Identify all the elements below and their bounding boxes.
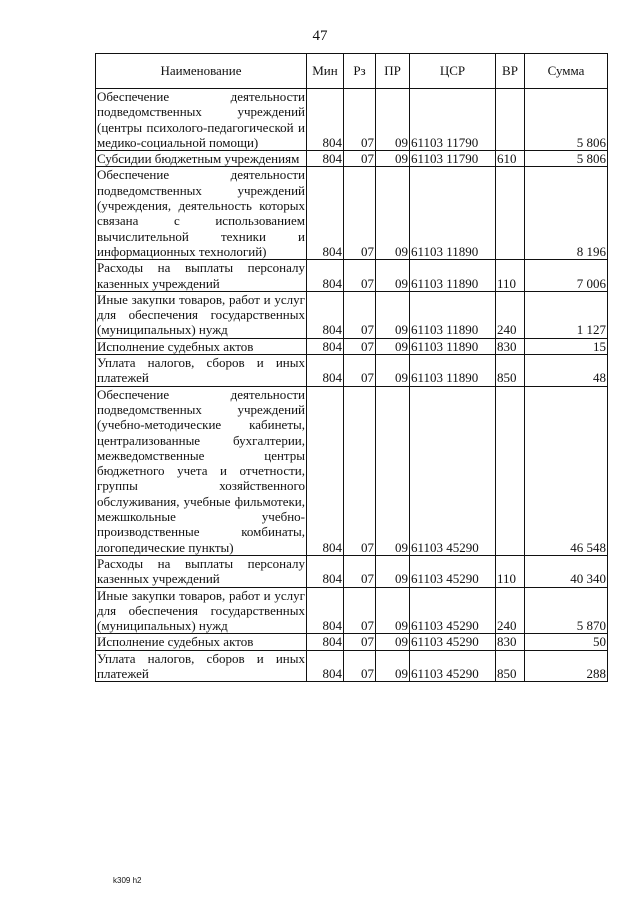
row-rz: 07 [344,634,376,650]
header-min: Мин [307,54,344,89]
table-row [96,151,608,167]
table-row [96,167,608,260]
row-vr: 610 [496,151,525,167]
row-name: Субсидии бюджетным учреждениям [96,151,307,167]
row-min: 804 [307,355,344,387]
header-vr: ВР [496,54,525,89]
row-vr [496,167,525,260]
row-pr: 09 [376,151,410,167]
row-csr: 61103 11890 [410,260,496,292]
row-name: Уплата налогов, сборов и иных платежей [97,355,305,386]
row-csr: 61103 45290 [410,386,496,555]
row-csr: 61103 45290 [410,634,496,650]
table-row [96,650,608,682]
row-sum: 40 340 [525,555,608,587]
row-pr: 09 [376,650,410,682]
row-rz: 07 [344,260,376,292]
row-min: 804 [307,634,344,650]
row-sum: 50 [525,634,608,650]
row-sum: 7 006 [525,260,608,292]
table-row [96,89,608,151]
table-row [96,386,608,555]
row-min: 804 [307,167,344,260]
row-vr: 240 [496,587,525,634]
row-sum: 8 196 [525,167,608,260]
row-rz: 07 [344,587,376,634]
row-rz: 07 [344,338,376,354]
row-sum: 48 [525,355,608,387]
table-row [96,634,608,650]
row-pr: 09 [376,167,410,260]
header-pr: ПР [376,54,410,89]
table-row [96,587,608,634]
row-sum: 5 870 [525,587,608,634]
row-vr [496,89,525,151]
row-name: Иные закупки товаров, работ и услуг для обеспечения государственных (муниципальных) нужд [97,291,305,338]
row-csr: 61103 45290 [410,587,496,634]
row-rz: 07 [344,386,376,555]
row-csr: 61103 11890 [410,291,496,338]
row-sum: 288 [525,650,608,682]
row-rz: 07 [344,291,376,338]
row-vr [496,386,525,555]
row-min: 804 [307,89,344,151]
row-min: 804 [307,587,344,634]
row-pr: 09 [376,587,410,634]
row-vr: 850 [496,355,525,387]
row-pr: 09 [376,291,410,338]
row-sum: 46 548 [525,386,608,555]
row-pr: 09 [376,260,410,292]
table-row [96,338,608,354]
table-row [96,555,608,587]
row-vr: 240 [496,291,525,338]
budget-table [95,53,608,682]
row-sum: 5 806 [525,89,608,151]
row-pr: 09 [376,89,410,151]
row-name: Исполнение судебных актов [96,338,307,354]
table-row [96,260,608,292]
row-rz: 07 [344,555,376,587]
header-rz: Рз [344,54,376,89]
row-min: 804 [307,386,344,555]
row-vr: 830 [496,634,525,650]
row-name: Исполнение судебных актов [96,634,307,650]
row-rz: 07 [344,355,376,387]
footer-code: k309 h2 [113,876,142,885]
row-name: Обеспечение деятельности подведомственных учреждений (учебно-методические кабинеты, централизованные бухгалтерии, межведомственные центры бюджетного учета и отчетности, группы хозяйственного обслуживания, учебные фильмотеки, межшкольные учебно-производственные комбинаты, логопедические пункты) [97,386,305,555]
row-rz: 07 [344,650,376,682]
row-csr: 61103 45290 [410,555,496,587]
row-pr: 09 [376,555,410,587]
row-min: 804 [307,291,344,338]
row-csr: 61103 11790 [410,151,496,167]
row-vr: 110 [496,260,525,292]
row-pr: 09 [376,634,410,650]
row-sum: 1 127 [525,291,608,338]
row-min: 804 [307,260,344,292]
page-number: 47 [312,28,328,44]
row-csr: 61103 11890 [410,338,496,354]
row-name: Расходы на выплаты персоналу казенных учреждений [97,555,305,587]
header-sum: Сумма [525,54,608,89]
row-rz: 07 [344,151,376,167]
row-pr: 09 [376,386,410,555]
row-sum: 15 [525,338,608,354]
row-vr: 110 [496,555,525,587]
table-row [96,355,608,387]
header-name: Наименование [96,54,307,89]
row-csr: 61103 11790 [410,89,496,151]
row-name: Обеспечение деятельности подведомственных учреждений (учреждения, деятельность которых связана с использованием вычислительной техники и информационных технологий) [97,167,305,259]
row-name: Иные закупки товаров, работ и услуг для обеспечения государственных (муниципальных) нужд [97,587,305,634]
row-name: Обеспечение деятельности подведомственных учреждений (центры психолого-педагогической и медико-социальной помощи) [97,89,305,150]
row-name: Расходы на выплаты персоналу казенных учреждений [97,260,305,291]
row-sum: 5 806 [525,151,608,167]
row-min: 804 [307,151,344,167]
row-name: Уплата налогов, сборов и иных платежей [97,650,305,681]
row-pr: 09 [376,355,410,387]
row-rz: 07 [344,167,376,260]
row-rz: 07 [344,89,376,151]
row-vr: 830 [496,338,525,354]
table-header-row [96,54,608,89]
header-csr: ЦСР [410,54,496,89]
row-csr: 61103 45290 [410,650,496,682]
row-csr: 61103 11890 [410,167,496,260]
row-pr: 09 [376,338,410,354]
row-vr: 850 [496,650,525,682]
row-min: 804 [307,338,344,354]
row-min: 804 [307,650,344,682]
row-csr: 61103 11890 [410,355,496,387]
table-row [96,291,608,338]
row-min: 804 [307,555,344,587]
